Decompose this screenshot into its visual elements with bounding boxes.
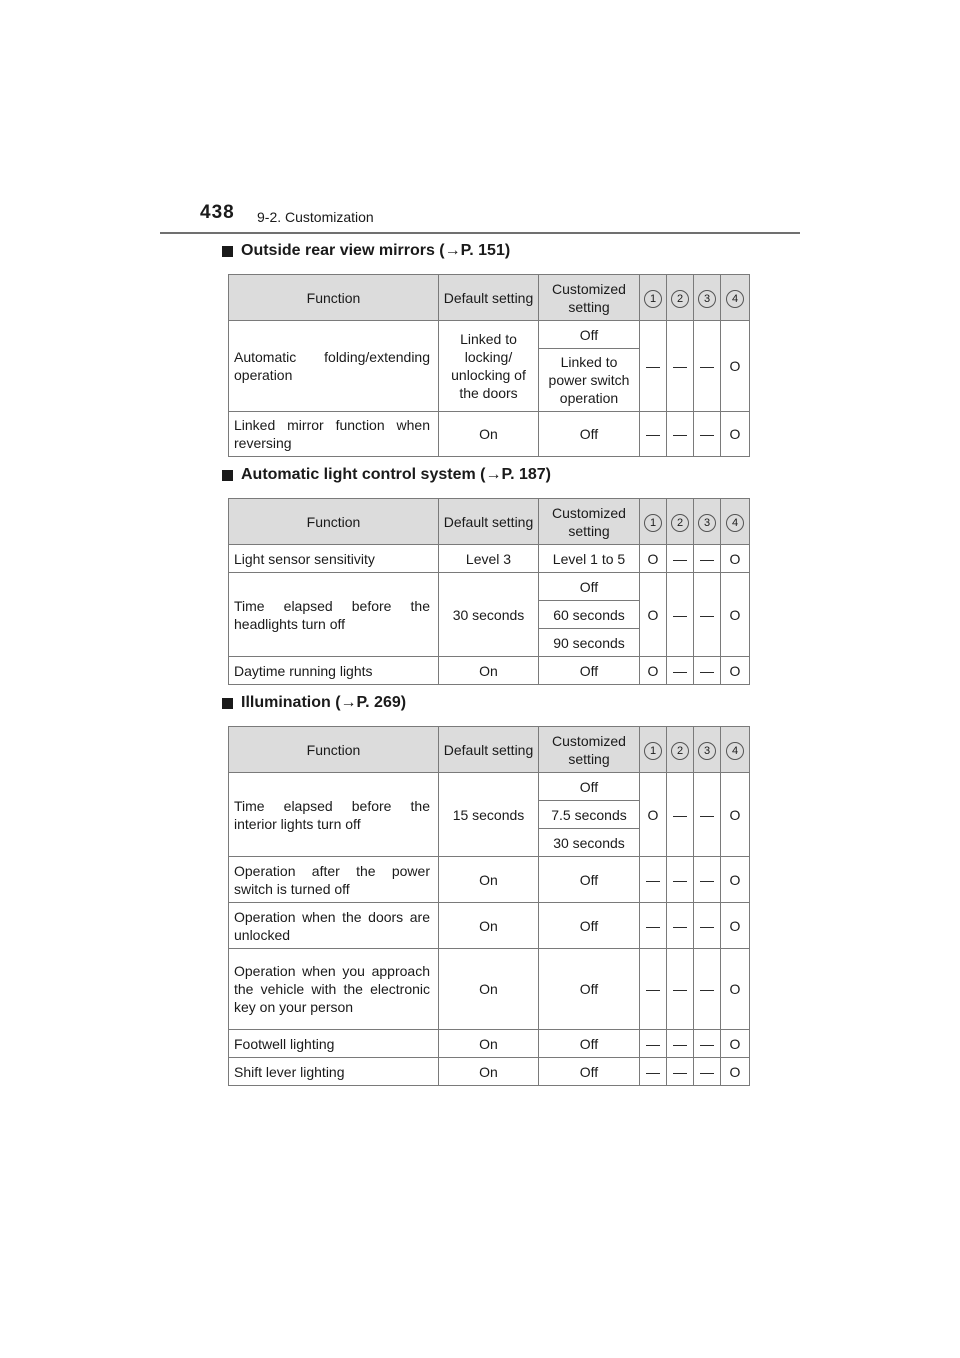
- mark-cell: —: [694, 573, 721, 657]
- default-cell: Level 3: [439, 545, 539, 573]
- mark-cell: O: [721, 903, 750, 949]
- mark-cell: —: [640, 949, 667, 1030]
- mark-cell: —: [667, 949, 694, 1030]
- default-cell: On: [439, 857, 539, 903]
- default-setting-header: Default setting: [439, 275, 539, 321]
- mark-cell: —: [667, 1058, 694, 1086]
- default-cell: On: [439, 949, 539, 1030]
- page-reference: P. 151): [460, 242, 511, 259]
- table-row: [229, 903, 750, 949]
- mark-cell: —: [667, 903, 694, 949]
- function-cell: Operation after the power switch is turned off: [229, 857, 439, 903]
- mark-cell: O: [721, 1030, 750, 1058]
- custom-cell: Off: [539, 573, 640, 601]
- mark-cell: —: [694, 1058, 721, 1086]
- mark-cell: —: [640, 903, 667, 949]
- default-cell: On: [439, 1058, 539, 1086]
- customized-setting-header: Customized setting: [539, 275, 640, 321]
- mark-cell: O: [721, 857, 750, 903]
- table-row: [229, 1030, 750, 1058]
- function-cell: Time elapsed before the headlights turn off: [229, 573, 439, 657]
- default-cell: On: [439, 1030, 539, 1058]
- customized-setting-header: Customized setting: [539, 499, 640, 545]
- mark-cell: O: [721, 949, 750, 1030]
- mark-cell: —: [694, 412, 721, 457]
- custom-cell: 7.5 seconds: [539, 801, 640, 829]
- column-number-4: 4: [721, 727, 750, 773]
- table-header-row: [229, 727, 750, 773]
- table-header-row: [229, 275, 750, 321]
- mark-cell: —: [640, 321, 667, 412]
- table-row: [229, 857, 750, 903]
- function-cell: Automatic folding/extending operation: [229, 321, 439, 412]
- column-number-3: 3: [694, 275, 721, 321]
- mark-cell: O: [640, 573, 667, 657]
- mark-cell: —: [640, 1058, 667, 1086]
- mark-cell: —: [667, 1030, 694, 1058]
- bullet-square-icon: [222, 698, 233, 709]
- header-rule: [160, 232, 800, 234]
- bullet-square-icon: [222, 470, 233, 481]
- table-row: [229, 412, 750, 457]
- section-heading-mirrors: [222, 242, 510, 260]
- mark-cell: —: [667, 857, 694, 903]
- column-number-2: 2: [667, 499, 694, 545]
- function-cell: Linked mirror function when reversing: [229, 412, 439, 457]
- column-number-4: 4: [721, 499, 750, 545]
- mark-cell: O: [721, 412, 750, 457]
- page-reference: P. 187): [501, 466, 551, 483]
- page-reference: P. 269): [356, 694, 407, 711]
- illumination-settings-table: [228, 726, 750, 1086]
- column-number-1: 1: [640, 499, 667, 545]
- mark-cell: O: [721, 1058, 750, 1086]
- mark-cell: —: [667, 321, 694, 412]
- custom-cell: Off: [539, 857, 640, 903]
- column-number-1: 1: [640, 275, 667, 321]
- mark-cell: O: [640, 773, 667, 857]
- column-number-2: 2: [667, 727, 694, 773]
- page-number: 438: [200, 202, 235, 223]
- section-heading-illumination: [222, 694, 406, 712]
- custom-cell: Off: [539, 773, 640, 801]
- function-cell: Operation when you approach the vehicle with the electronic key on your person: [229, 949, 439, 1030]
- section-header: 9-2. Customization: [257, 209, 374, 225]
- custom-cell: 90 seconds: [539, 629, 640, 657]
- bullet-square-icon: [222, 246, 233, 257]
- function-cell: Shift lever lighting: [229, 1058, 439, 1086]
- default-setting-header: Default setting: [439, 727, 539, 773]
- light-control-settings-table: [228, 498, 750, 685]
- mark-cell: O: [640, 545, 667, 573]
- default-cell: On: [439, 903, 539, 949]
- mark-cell: —: [694, 903, 721, 949]
- function-header: Function: [229, 275, 439, 321]
- mark-cell: —: [667, 412, 694, 457]
- column-number-3: 3: [694, 727, 721, 773]
- mark-cell: —: [694, 773, 721, 857]
- table-row: [229, 321, 750, 349]
- heading-title: Illumination (: [241, 694, 341, 711]
- mark-cell: O: [640, 657, 667, 685]
- mark-cell: O: [721, 545, 750, 573]
- mark-cell: —: [694, 857, 721, 903]
- mark-cell: —: [640, 857, 667, 903]
- column-number-1: 1: [640, 727, 667, 773]
- mark-cell: —: [667, 773, 694, 857]
- default-cell: 15 seconds: [439, 773, 539, 857]
- section-heading-light-control: [222, 466, 551, 484]
- mark-cell: O: [721, 657, 750, 685]
- default-cell: Linked to locking/ unlocking of the doors: [439, 321, 539, 412]
- custom-cell: Off: [539, 657, 640, 685]
- table-row: [229, 949, 750, 1030]
- table-row: [229, 573, 750, 601]
- custom-cell: Off: [539, 903, 640, 949]
- default-cell: On: [439, 412, 539, 457]
- mark-cell: —: [667, 573, 694, 657]
- mark-cell: —: [694, 949, 721, 1030]
- arrow-icon: →: [340, 694, 357, 711]
- table-row: [229, 773, 750, 801]
- heading-title: Automatic light control system (: [241, 466, 486, 483]
- mark-cell: O: [721, 573, 750, 657]
- custom-cell: Off: [539, 1030, 640, 1058]
- mark-cell: —: [694, 321, 721, 412]
- default-cell: 30 seconds: [439, 573, 539, 657]
- mark-cell: —: [667, 545, 694, 573]
- function-cell: Footwell lighting: [229, 1030, 439, 1058]
- mark-cell: —: [667, 657, 694, 685]
- table-row: [229, 1058, 750, 1086]
- custom-cell: Off: [539, 949, 640, 1030]
- function-cell: Light sensor sensitivity: [229, 545, 439, 573]
- customized-setting-header: Customized setting: [539, 727, 640, 773]
- table-row: [229, 657, 750, 685]
- arrow-icon: →: [444, 242, 461, 259]
- column-number-3: 3: [694, 499, 721, 545]
- custom-cell: Linked to power switch operation: [539, 349, 640, 412]
- custom-cell: Off: [539, 1058, 640, 1086]
- arrow-icon: →: [485, 466, 502, 483]
- mark-cell: —: [640, 412, 667, 457]
- function-cell: Operation when the doors are unlocked: [229, 903, 439, 949]
- custom-cell: 60 seconds: [539, 601, 640, 629]
- mark-cell: —: [694, 545, 721, 573]
- function-header: Function: [229, 727, 439, 773]
- heading-title: Outside rear view mirrors (: [241, 242, 445, 259]
- table-row: [229, 545, 750, 573]
- mark-cell: —: [694, 657, 721, 685]
- function-cell: Time elapsed before the interior lights turn off: [229, 773, 439, 857]
- mark-cell: —: [694, 1030, 721, 1058]
- custom-cell: Off: [539, 321, 640, 349]
- table-header-row: [229, 499, 750, 545]
- column-number-4: 4: [721, 275, 750, 321]
- custom-cell: Off: [539, 412, 640, 457]
- mark-cell: O: [721, 773, 750, 857]
- default-cell: On: [439, 657, 539, 685]
- default-setting-header: Default setting: [439, 499, 539, 545]
- mirrors-settings-table: [228, 274, 750, 457]
- custom-cell: Level 1 to 5: [539, 545, 640, 573]
- mark-cell: —: [640, 1030, 667, 1058]
- mark-cell: O: [721, 321, 750, 412]
- function-header: Function: [229, 499, 439, 545]
- custom-cell: 30 seconds: [539, 829, 640, 857]
- function-cell: Daytime running lights: [229, 657, 439, 685]
- column-number-2: 2: [667, 275, 694, 321]
